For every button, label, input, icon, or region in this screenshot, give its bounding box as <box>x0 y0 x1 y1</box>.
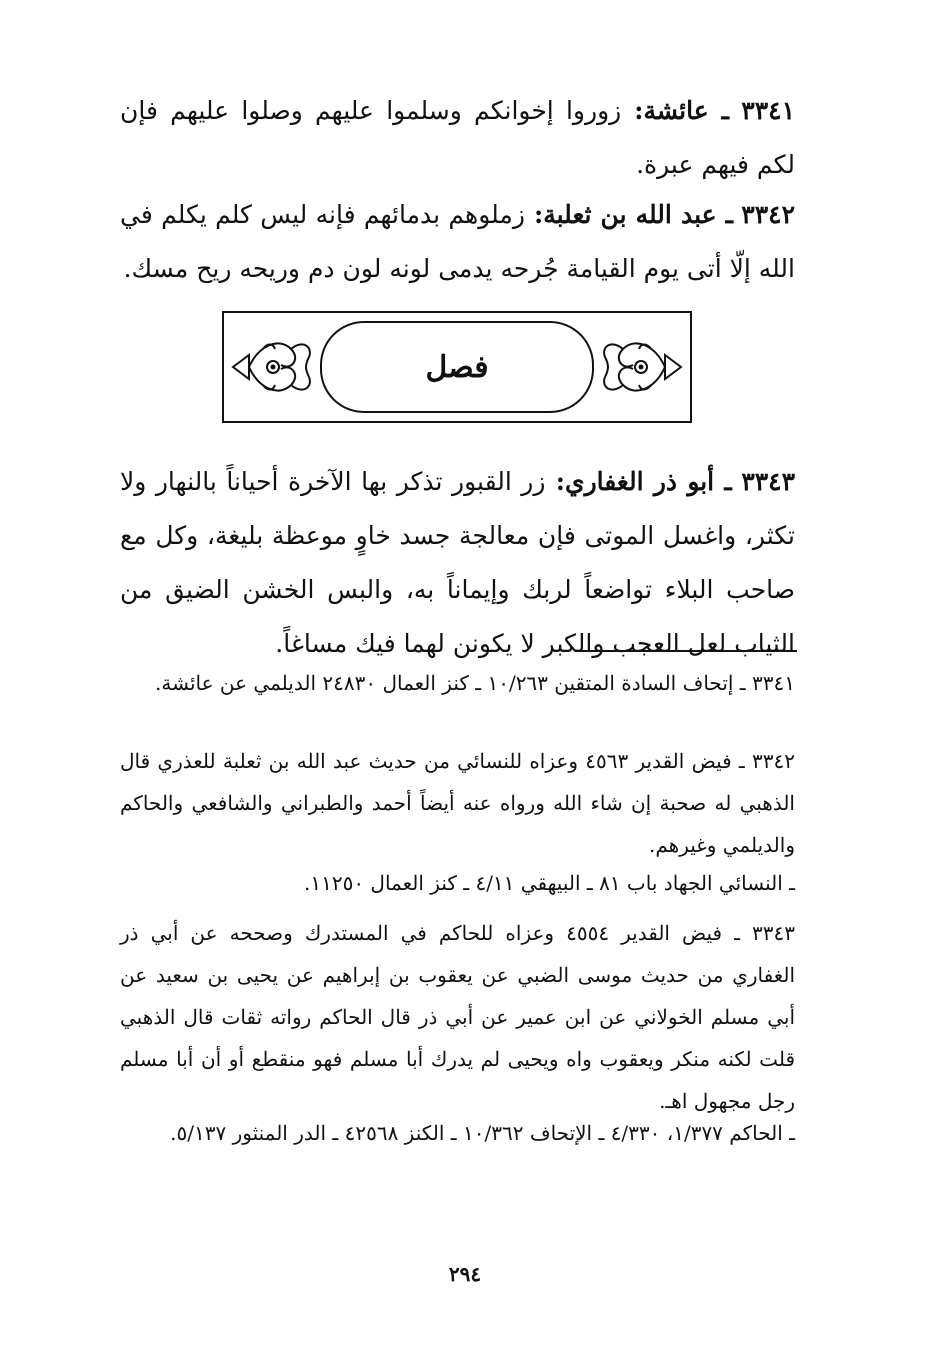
section-heading-cartouche <box>320 321 594 413</box>
entry-number: ٣٣٤٢ <box>741 200 795 229</box>
footnote-3343-sources: ـ الحاكم ١/٣٧٧، ٤/٣٣٠ ـ الإتحاف ١٠/٣٦٢ ـ الكنز ٤٢٥٦٨ ـ الدر المنثور ٥/١٣٧. <box>170 1121 795 1145</box>
footnote-separator <box>575 650 797 652</box>
entry-narrator: عائشة <box>643 96 709 125</box>
arabesque-ornament-icon <box>229 325 315 409</box>
footnote-3342-sources: ـ النسائي الجهاد باب ٨١ ـ البيهقي ٤/١١ ـ كنز العمال ١١٢٥٠. <box>304 871 795 895</box>
entry-text: زر القبور تذكر بها الآخرة أحياناً بالنهار ولا تكثر، واغسل الموتى فإن معالجة جسد خاوٍ موعظة بليغة، وكل مع صاحب البلاء تواضعاً لربك وإيماناً به، والبس الخشن الضيق من الثياب لعل العجب والكبر لا يكونن لهما فيك مساغاً. <box>120 467 795 658</box>
entry-narrator: أبو ذر الغفاري <box>565 467 715 496</box>
footnote-3343: ٣٣٤٣ ـ فيض القدير ٤٥٥٤ وعزاه للحاكم في المستدرك وصححه عن أبي ذر الغفاري من حديث موسى الضبي عن يعقوب بن إبراهيم عن يحيى بن سعيد عن أبي مسلم الخولاني عن ابن عمير عن أبي ذر قال الحاكم رواته ثقات قال الذهبي قلت لكنه منكر ويعقوب واه ويحيى لم يدرك أبا مسلم فهو منقطع أو أن أبا مسلم رجل مجهول اهـ. <box>120 921 795 1113</box>
hadith-entry-3341: ٣٣٤١ ـ عائشة: زوروا إخوانكم وسلموا عليهم وصلوا عليهم فإن لكم فيهم عبرة. <box>120 96 795 179</box>
entry-number: ٣٣٤٣ <box>741 467 796 496</box>
entry-narrator: عبد الله بن ثعلبة <box>543 200 717 229</box>
entry-text: زوروا إخوانكم وسلموا عليهم وصلوا عليهم فإن لكم فيهم عبرة. <box>120 96 795 179</box>
hadith-entry-3343: ٣٣٤٣ ـ أبو ذر الغفاري: زر القبور تذكر بها الآخرة أحياناً بالنهار ولا تكثر، واغسل الموتى فإن معالجة جسد خاوٍ موعظة بليغة، وكل مع صاحب البلاء تواضعاً لربك وإيماناً به، والبس الخشن الضيق من الثياب لعل العجب والكبر لا يكونن لهما فيك مساغاً. <box>120 467 796 658</box>
page-number: ٢٩٤ <box>448 1262 482 1286</box>
footnote-3342: ٣٣٤٢ ـ فيض القدير ٤٥٦٣ وعزاه للنسائي من حديث عبد الله بن ثعلبة للعذري قال الذهبي له صحبة إن شاء الله ورواه عنه أيضاً أحمد والطبراني والشافعي والحاكم والديلمي وغيرهم. <box>120 749 795 857</box>
arabesque-ornament-icon <box>599 325 685 409</box>
entry-number: ٣٣٤١ <box>741 96 795 125</box>
section-heading: فصل <box>425 349 489 385</box>
entry-text: زملوهم بدمائهم فإنه ليس كلم يكلم في الله إلّا أتى يوم القيامة جُرحه يدمى لونه لون دم وريحه ريح مسك. <box>120 200 795 283</box>
footnote-3341: ٣٣٤١ ـ إتحاف السادة المتقين ١٠/٢٦٣ ـ كنز العمال ٢٤٨٣٠ الديلمي عن عائشة. <box>155 671 795 695</box>
section-ornament-frame <box>222 311 692 423</box>
hadith-entry-3342: ٣٣٤٢ ـ عبد الله بن ثعلبة: زملوهم بدمائهم فإنه ليس كلم يكلم في الله إلّا أتى يوم القيامة جُرحه يدمى لونه لون دم وريحه ريح مسك. <box>120 200 795 283</box>
